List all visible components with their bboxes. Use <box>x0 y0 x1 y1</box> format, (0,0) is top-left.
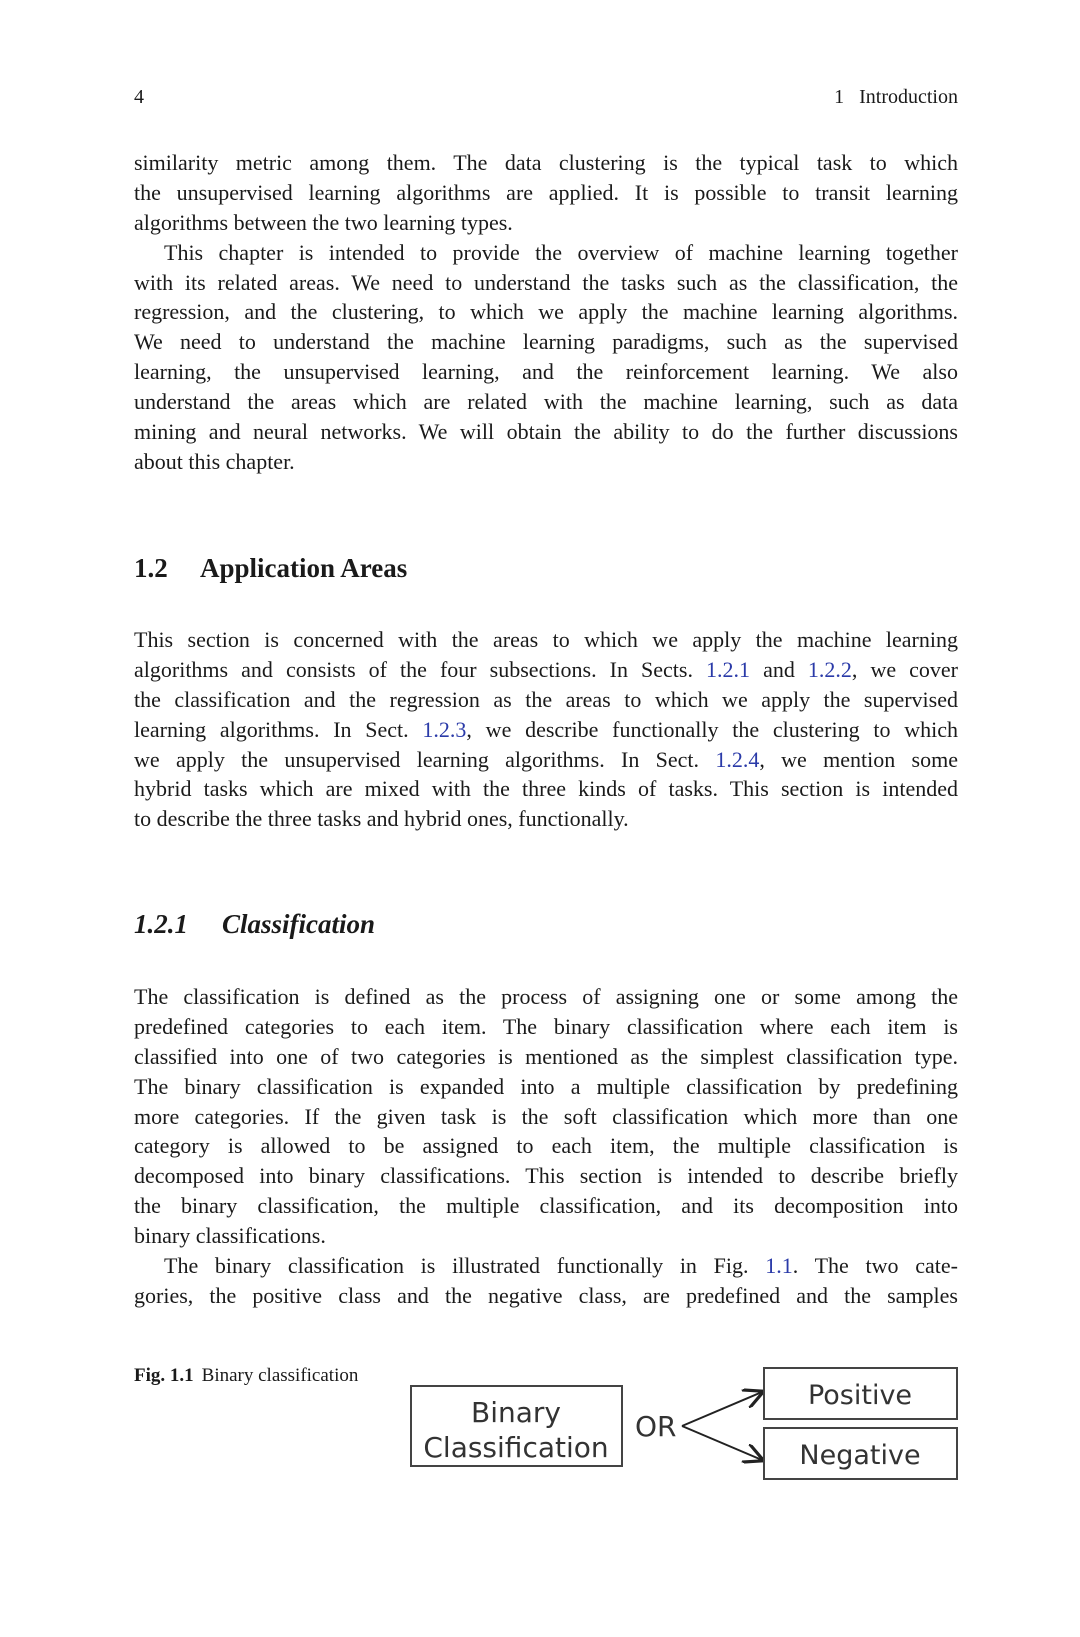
text-line <box>134 655 958 685</box>
text-segment: about this chapter. <box>134 448 295 474</box>
text-segment: learning algorithms. In Sect. <box>134 716 423 742</box>
figure-label: Fig. 1.1 <box>134 1365 194 1386</box>
section-title: Application Areas <box>200 553 408 583</box>
text-segment: understand the areas which are related with the machine learning, such as data <box>134 389 958 415</box>
text-segment: decomposed into binary classifications. This section is intended to describe briefly <box>134 1163 958 1189</box>
text-segment: hybrid tasks which are mixed with the three kinds of tasks. This section is intended <box>134 776 958 802</box>
text-line <box>134 1191 958 1221</box>
text-line <box>134 268 958 298</box>
text-line <box>134 327 958 357</box>
text-line <box>134 447 958 477</box>
text-segment: , we describe functionally the clustering to which <box>466 716 958 742</box>
text-segment: similarity metric among them. The data clustering is the typical task to which <box>134 150 958 175</box>
text-line <box>134 1131 958 1161</box>
subsection-heading <box>134 909 375 940</box>
subsection-number: 1.2.1 <box>134 909 188 939</box>
text-line <box>134 774 958 804</box>
text-line <box>134 1102 958 1132</box>
text-line <box>134 417 958 447</box>
page-number: 4 <box>134 86 144 108</box>
text-line <box>134 387 958 417</box>
cross-reference-link[interactable]: 1.2.1 <box>706 656 751 682</box>
chapter-title: Introduction <box>859 86 958 108</box>
text-segment: , we mention some <box>759 746 958 772</box>
text-segment: to describe the three tasks and hybrid ones, functionally. <box>134 806 629 832</box>
text-line <box>134 297 958 327</box>
cross-reference-link[interactable]: 1.2.4 <box>715 746 760 772</box>
text-line <box>134 1012 958 1042</box>
subsection-title: Classification <box>222 909 376 939</box>
text-segment: predefined categories to each item. The binary classification where each item is <box>134 1013 958 1039</box>
figure-caption-text: Binary classification <box>201 1365 359 1386</box>
text-line <box>134 1042 958 1072</box>
negative-label: Negative <box>799 1440 921 1471</box>
text-line <box>134 982 958 1012</box>
text-line <box>134 238 958 268</box>
text-segment: the unsupervised learning algorithms are applied. It is possible to transit learning <box>134 179 958 205</box>
text-segment: mining and neural networks. We will obtain the ability to do the further discussions <box>134 419 958 445</box>
text-line <box>134 1281 958 1311</box>
text-segment: category is allowed to be assigned to each item, the multiple classification is <box>134 1133 958 1159</box>
input-box-line2: Classification <box>423 1431 609 1464</box>
binary-classification-diagram <box>400 1360 970 1490</box>
text-segment: more categories. If the given task is the soft classification which more than one <box>134 1103 958 1129</box>
positive-label: Positive <box>807 1380 913 1411</box>
text-line <box>134 1221 958 1251</box>
cross-reference-link[interactable]: 1.2.3 <box>422 716 467 742</box>
text-segment: This chapter is intended to provide the overview of machine learning together <box>164 239 958 265</box>
section-paragraph <box>134 625 958 834</box>
text-segment: learning, the unsupervised learning, and the reinforcement learning. We also <box>134 359 958 385</box>
cross-reference-link[interactable]: 1.2.2 <box>807 656 852 682</box>
text-segment: This section is concerned with the areas to which we apply the machine learning <box>134 627 958 652</box>
figure-caption <box>134 1365 358 1387</box>
running-header <box>834 86 958 109</box>
text-line <box>134 178 958 208</box>
text-line <box>134 148 958 178</box>
text-segment: . The two cate- <box>792 1253 958 1279</box>
text-segment: We need to understand the machine learning paradigms, such as the supervised <box>134 329 958 355</box>
section-heading <box>134 553 407 584</box>
text-segment: the binary classification, the multiple classification, and its decomposition into <box>134 1193 958 1219</box>
text-line <box>134 804 958 834</box>
text-segment: with its related areas. We need to understand the tasks such as the classification, the <box>134 269 958 295</box>
text-line <box>134 357 958 387</box>
subsection-paragraphs <box>134 982 958 1311</box>
text-line <box>134 745 958 775</box>
text-line <box>134 685 958 715</box>
text-segment: The classification is defined as the process of assigning one or some among the <box>134 984 958 1009</box>
input-box-line1: Binary <box>471 1396 561 1429</box>
text-line <box>134 1161 958 1191</box>
text-segment: algorithms and consists of the four subsections. In Sects. <box>134 656 707 682</box>
text-line <box>134 1072 958 1102</box>
text-segment: , we cover <box>851 656 958 682</box>
text-line <box>134 1251 958 1281</box>
text-line <box>134 715 958 745</box>
text-segment: algorithms between the two learning types. <box>134 209 513 235</box>
text-segment: regression, and the clustering, to which we apply the machine learning algorithms. <box>134 299 958 325</box>
cross-reference-link[interactable]: 1.1 <box>765 1253 793 1279</box>
section-number: 1.2 <box>134 553 168 583</box>
text-segment: The binary classification is expanded into a multiple classification by predefining <box>134 1073 958 1099</box>
text-line <box>134 208 958 238</box>
text-segment: binary classifications. <box>134 1223 326 1249</box>
chapter-number: 1 <box>834 86 845 108</box>
text-segment: The binary classification is illustrated functionally in Fig. <box>164 1253 766 1279</box>
text-segment: gories, the positive class and the negative class, are predefined and the samples <box>134 1282 958 1308</box>
intro-paragraphs <box>134 148 958 477</box>
text-segment: classified into one of two categories is mentioned as the simplest classification type. <box>134 1043 958 1069</box>
arrow-to-negative <box>682 1426 762 1460</box>
text-line <box>134 625 958 655</box>
or-label: OR <box>635 1410 677 1443</box>
text-segment: the classification and the regression as the areas to which we apply the supervised <box>134 686 958 712</box>
text-segment: we apply the unsupervised learning algorithms. In Sect. <box>134 746 716 772</box>
arrow-to-positive <box>682 1392 762 1426</box>
text-segment: and <box>750 656 808 682</box>
